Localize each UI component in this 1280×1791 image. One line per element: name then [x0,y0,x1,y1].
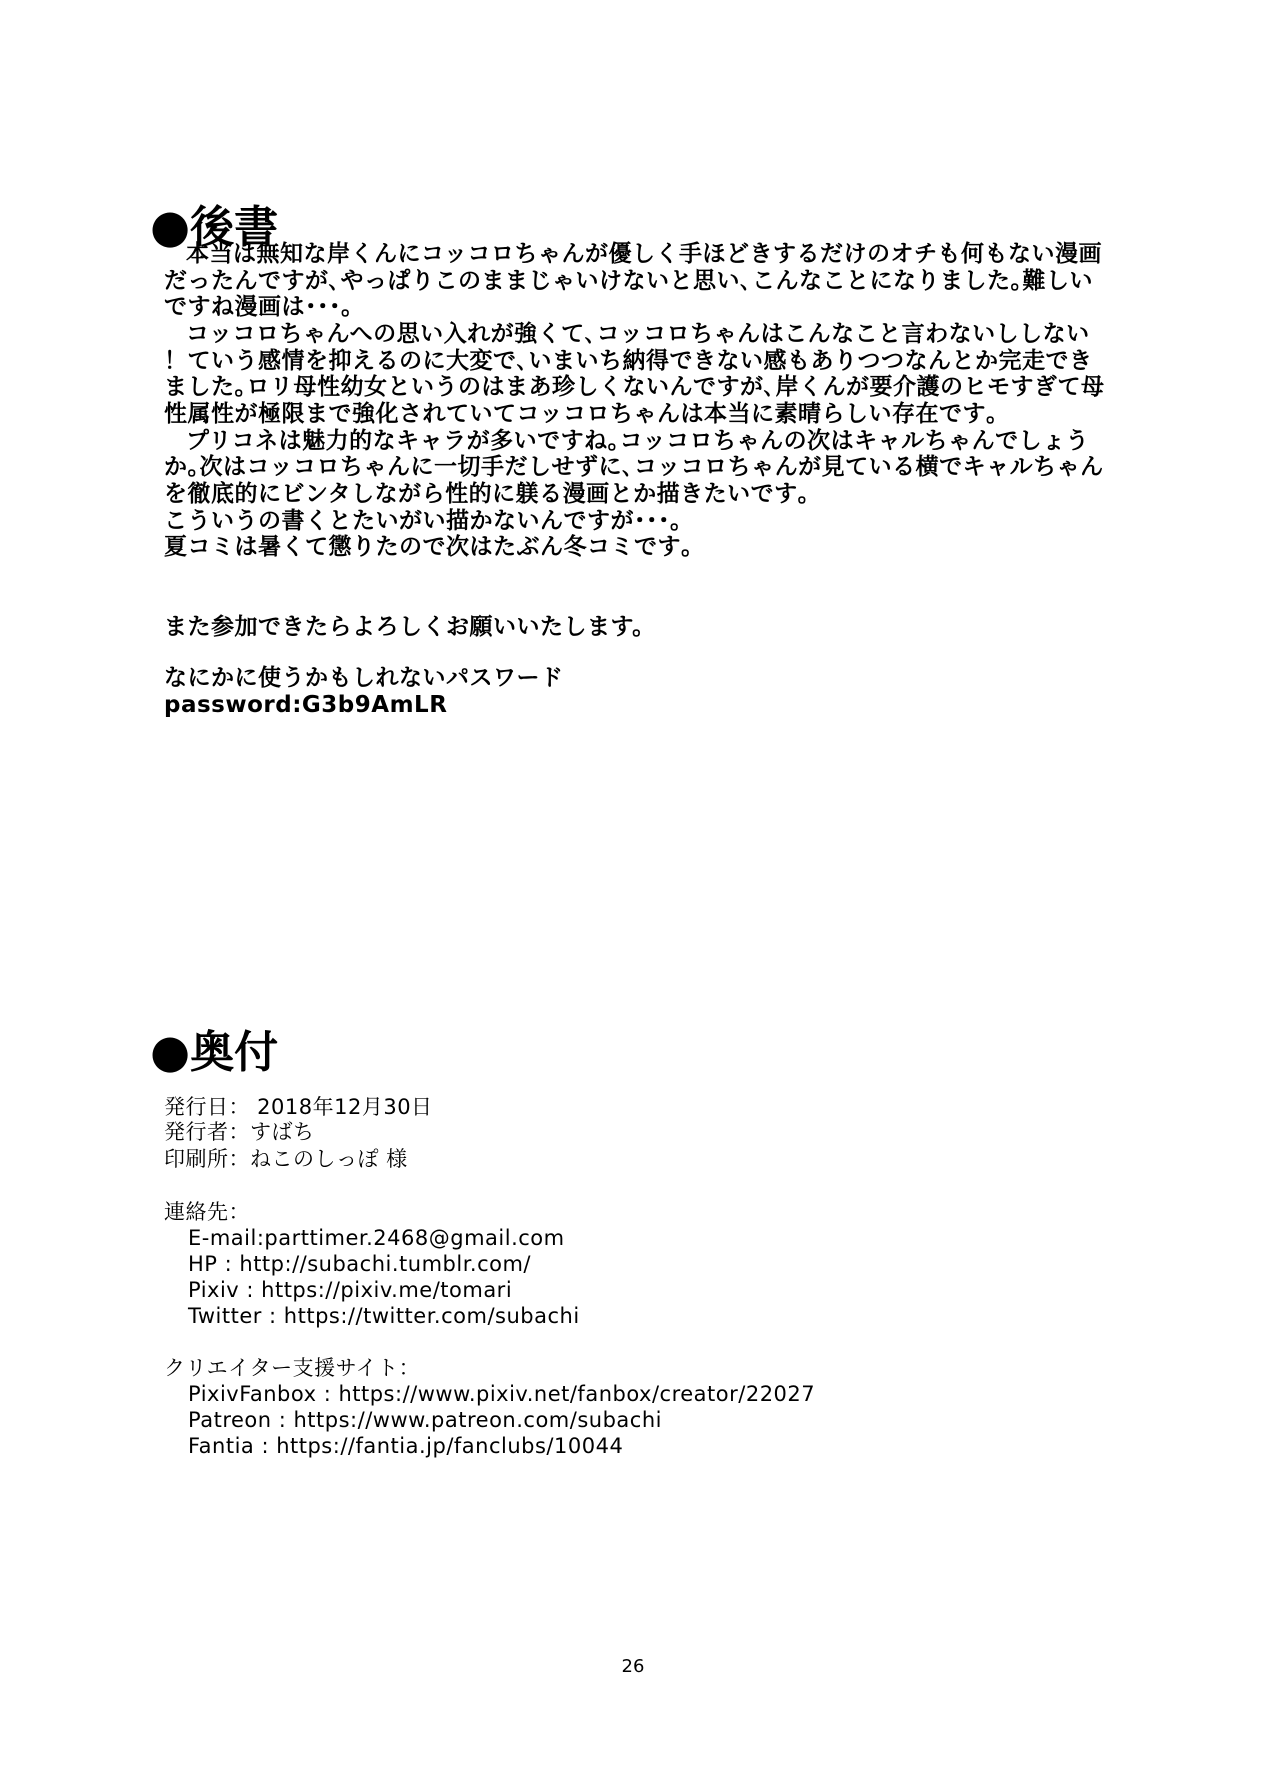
support-fantia: Fantia : https://fantia.jp/fanclubs/10044 [188,1434,624,1458]
support-label: クリエイター支援サイト： [164,1356,421,1380]
publisher: 発行者：すばち [164,1120,315,1144]
page-number: 26 [621,1656,645,1677]
support-patreon: Patreon : https://www.patreon.com/subachi [188,1408,662,1432]
support-fanbox: PixivFanbox : https://www.pixiv.net/fanbox/creator/22027 [188,1382,816,1406]
password: password:G3b9AmLR [164,692,448,718]
contact-twitter: Twitter : https://twitter.com/subachi [188,1304,580,1328]
afterword-line: プリコネは魅力的なキャラが多いですね｡コッコロちゃんの次はキャルちゃんでしょう [186,428,1090,454]
contact-pixiv: Pixiv : https://pixiv.me/tomari [188,1278,513,1302]
closing-line: また参加できたらよろしくお願いいたします。 [164,614,656,640]
bullet-icon: ● [150,1024,191,1078]
afterword-line: ！ていう感情を抑えるのに大変で､いまいち納得できない感もありつつなんとか完走でき [164,348,1093,374]
colophon-heading [150,1025,278,1079]
afterword-line: 夏コミは暑くて懲りたので次はたぶん冬コミです｡ [164,534,693,560]
issue-date: 発行日： 2018年12月30日 [164,1095,433,1119]
afterword-line: か｡次はコッコロちゃんに一切手だしせずに､コッコロちゃんが見ている横でキャルちゃん [164,454,1104,480]
afterword-heading-text: 後書 [190,202,279,253]
afterword-line: ですね漫画は･･･｡ [164,294,353,320]
contact-email: E-mail:parttimer.2468@gmail.com [188,1226,565,1250]
afterword-line: を徹底的にビンタしながら性的に躾る漫画とか描きたいです｡ [164,481,810,507]
afterword-line: コッコロちゃんへの思い入れが強くて､コッコロちゃんはこんなこと言わないししない [186,321,1090,347]
afterword-line: 本当は無知な岸くんにコッコロちゃんが優しく手ほどきするだけのオチも何もない漫画 [186,241,1103,267]
afterword-line: だったんですが､やっぱりこのままじゃいけないと思い､こんなことになりました｡難しい [164,268,1093,294]
afterword-line: こういうの書くとたいがい描かないんですが･･･｡ [164,508,682,534]
colophon-heading-text: 奥付 [190,1027,279,1078]
afterword-line: ました｡ロリ母性幼女というのはまあ珍しくないんですが､岸くんが要介護のヒモすぎて母 [164,374,1105,400]
printer: 印刷所：ねこのしっぽ 様 [164,1147,408,1171]
password-note: なにかに使うかもしれないパスワード [164,665,564,691]
contact-hp: HP : http://subachi.tumblr.com/ [188,1252,531,1276]
afterword-line: 性属性が極限まで強化されていてコッコロちゃんは本当に素晴らしい存在です｡ [164,401,999,427]
contact-label: 連絡先： [164,1200,250,1224]
bullet-icon: ● [150,199,191,253]
